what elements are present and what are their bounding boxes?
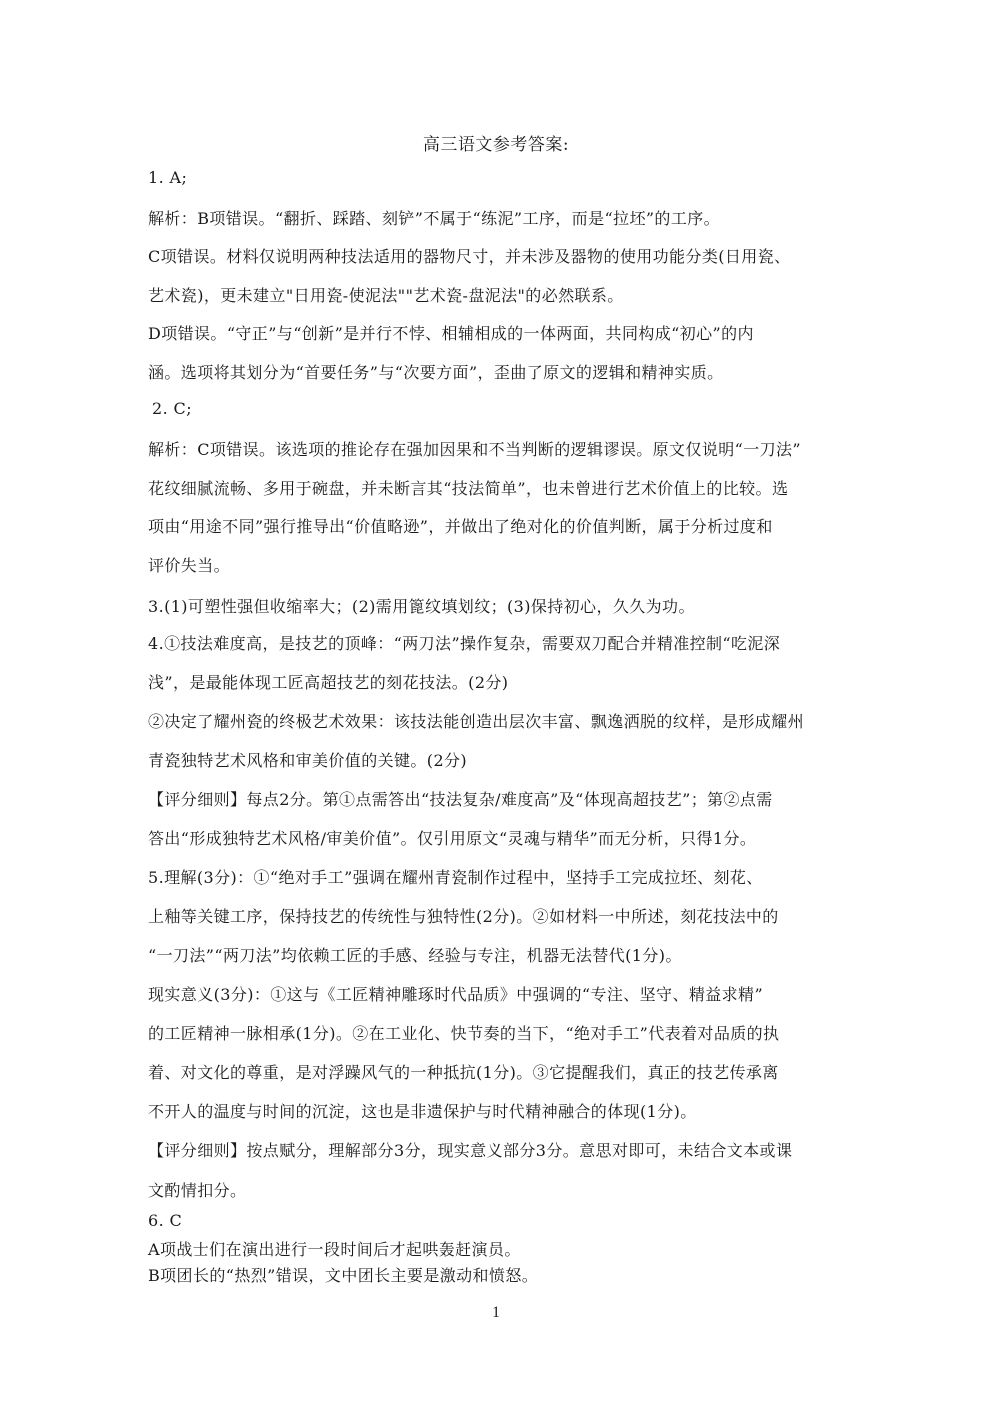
answer-5-significance-line1: 现实意义(3分)：①这与《工匠精神雕琢时代品质》中强调的“专注、坚守、精益求精” [148,985,764,1004]
page-number: 1 [492,1304,500,1321]
answer-6-option-b: B项团长的“热烈”错误，文中团长主要是激动和愤怒。 [148,1266,539,1285]
answer-5-rubric-line2: 文酌情扣分。 [148,1181,247,1200]
answer-4-point1-line1: 4.①技法难度高，是技艺的顶峰：“两刀法”操作复杂，需要双刀配合并精准控制“吃泥深 [148,634,781,653]
answer-2-analysis-line4: 评价失当。 [148,556,231,575]
answer-5-understanding-line2: 上釉等关键工序，保持技艺的传统性与独特性(2分)。②如材料一中所述，刻花技法中的 [148,907,779,926]
answer-5-significance-line4: 不开人的温度与时间的沉淀，这也是非遗保护与时代精神融合的体现(1分)。 [148,1102,697,1121]
answer-5-significance-line3: 着、对文化的尊重，是对浮躁风气的一种抵抗(1分)。③它提醒我们，真正的技艺传承离 [148,1063,779,1082]
answer-4-point2-line2: 青瓷独特艺术风格和审美价值的关键。(2分) [148,751,468,770]
answer-2-label: 2. C; [152,399,192,418]
answer-5-understanding-line3: “一刀法”“两刀法”均依赖工匠的手感、经验与专注，机器无法替代(1分)。 [148,946,682,965]
answer-4-rubric-line1: 【评分细则】每点2分。第①点需答出“技法复杂/难度高”及“体现高超技艺”；第②点需 [148,790,773,809]
answer-5-significance-line2: 的工匠精神一脉相承(1分)。②在工业化、快节奏的当下，“绝对手工”代表着对品质的执 [148,1024,780,1043]
answer-1-analysis-d-line1: D项错误。“守正”与“创新”是并行不悖、相辅相成的一体两面，共同构成“初心”的内 [148,324,754,343]
answer-2-analysis-line3: 项由“用途不同”强行推导出“价值略逊”，并做出了绝对化的价值判断，属于分析过度和 [148,517,773,536]
page-title: 高三语文参考答案: [422,135,570,155]
answer-4-rubric-line2: 答出“形成独特艺术风格/审美价值”。仅引用原文“灵魂与精华”而无分析，只得1分。 [148,829,757,848]
answer-1-label: 1. A; [148,168,188,187]
answer-1-analysis-b: 解析：B项错误。“翻折、踩踏、刻铲”不属于“练泥”工序，而是“拉坯”的工序。 [148,209,721,228]
answer-6-option-a: A项战士们在演出进行一段时间后才起哄轰赶演员。 [148,1240,521,1259]
answer-1-analysis-d-line2: 涵。选项将其划分为“首要任务”与“次要方面”，歪曲了原文的逻辑和精神实质。 [148,363,724,382]
answer-4-point2-line1: ②决定了耀州瓷的终极艺术效果：该技法能创造出层次丰富、飘逸洒脱的纹样，是形成耀州 [148,712,805,731]
answer-6-label: 6. C [148,1211,183,1230]
answer-4-point1-line2: 浅”，是最能体现工匠高超技艺的刻花技法。(2分) [148,673,509,692]
answer-1-analysis-c-line1: C项错误。材料仅说明两种技法适用的器物尺寸，并未涉及器物的使用功能分类(日用瓷、 [148,247,791,266]
answer-2-analysis-line2: 花纹细腻流畅、多用于碗盘，并未断言其“技法简单”，也未曾进行艺术价值上的比较。选 [148,479,789,498]
answer-2-analysis-line1: 解析：C项错误。该选项的推论存在强加因果和不当判断的逻辑谬误。原文仅说明“一刀法” [148,440,802,459]
answer-5-understanding-line1: 5.理解(3分)：①“绝对手工”强调在耀州青瓷制作过程中，坚持手工完成拉坯、刻花、 [148,868,763,887]
answer-5-rubric-line1: 【评分细则】按点赋分，理解部分3分，现实意义部分3分。意思对即可，未结合文本或课 [148,1141,793,1160]
answer-3: 3.(1)可塑性强但收缩率大；(2)需用篦纹填划纹；(3)保持初心，久久为功。 [148,597,695,616]
answer-1-analysis-c-line2: 艺术瓷)，更未建立"日用瓷-使泥法""艺术瓷-盘泥法"的必然联系。 [148,286,624,305]
